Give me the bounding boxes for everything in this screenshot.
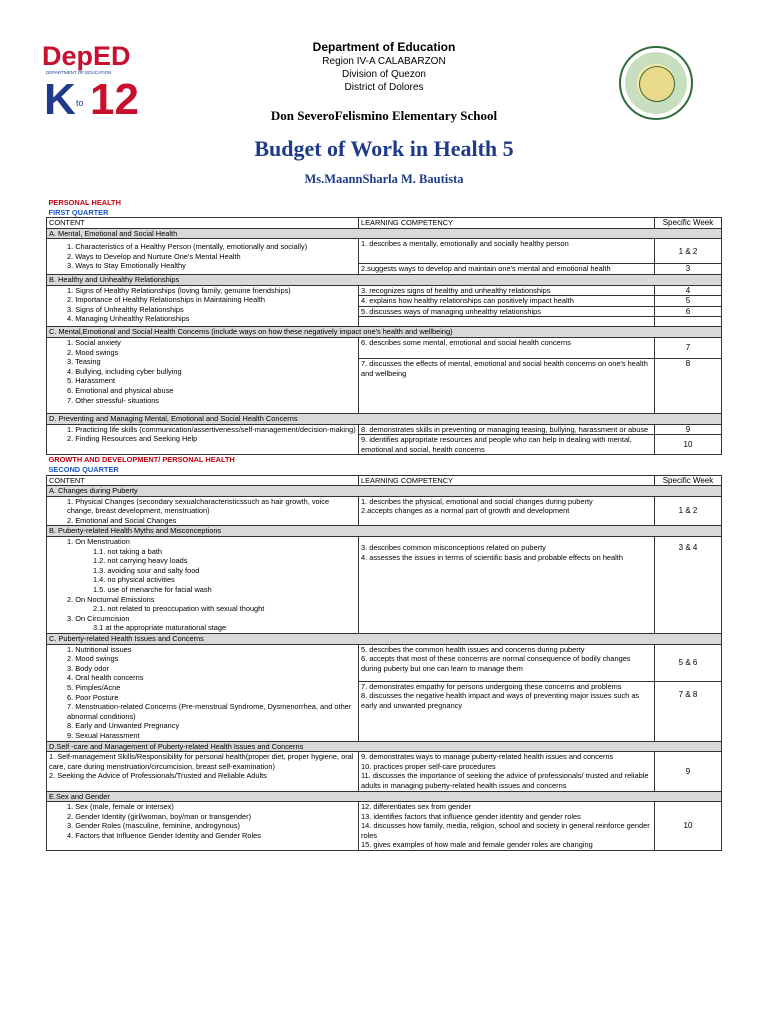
competency-text: 2.accepts changes as a normal part of growth and development	[361, 506, 570, 516]
week-cell: 3 & 4	[655, 537, 722, 634]
letterhead	[0, 40, 768, 94]
week-cell: 9	[655, 424, 722, 435]
content-header: CONTENT	[47, 218, 359, 229]
table-row	[47, 537, 722, 634]
competency-text: 12. differentiates sex from gender	[361, 802, 471, 812]
region-name: Region IV-A CALABARZON	[322, 56, 446, 67]
budget-of-work-table	[46, 198, 722, 851]
list-item: 3. Teasing	[67, 357, 101, 367]
table-row	[47, 239, 722, 264]
section-title: B. Puberty-related Health Myths and Misconceptions	[47, 526, 722, 537]
division-name: Division of Quezon	[342, 69, 426, 80]
list-item: 3. On Circumcision	[67, 613, 130, 623]
content-list	[49, 497, 356, 526]
list-item: 2. On Nocturnal Emissions	[67, 594, 155, 604]
logo-deped-sub: DEPARTMENT OF EDUCATION	[46, 70, 112, 75]
content-header: CONTENT	[47, 475, 359, 486]
list-item: 3.1 at the appropriate maturational stage	[93, 623, 227, 633]
list-item: 4. Factors that Influence Gender Identity and Gender Roles	[67, 830, 261, 840]
list-item: 5. Pimples/Acne	[67, 682, 121, 692]
week-header: Specific Week	[655, 475, 722, 486]
logo-to-text: to	[76, 98, 84, 108]
section-title: A. Mental, Emotional and Social Health	[47, 228, 722, 239]
week-cell: 7 & 8	[655, 681, 722, 741]
q2-header-row	[47, 475, 722, 486]
list-item: 9. Sexual Harassment	[67, 730, 140, 740]
week-cell: 10	[655, 435, 722, 455]
list-item: 2. Finding Resources and Seeking Help	[67, 434, 198, 444]
logo-12-text: 12	[90, 75, 139, 118]
list-item: 1. Self-management Skills/Responsibility for personal health(proper diet, proper hygiene, oral care, care during menstruation/circumcision, breast self-examination)	[49, 752, 354, 771]
competency-text: 7. demonstrates empathy for persons undergoing these concerns and problems	[361, 681, 622, 691]
list-item: 1. Nutritional issues	[67, 644, 132, 654]
section-title: E.Sex and Gender	[47, 791, 722, 802]
list-item: 7. Menstruation-related Concerns (Pre-menstrual Syndrome, Dysmenorrhea, and other abnormal conditions)	[67, 702, 352, 721]
competency-text: 13. identifies factors that influence gender identity and gender roles	[361, 811, 581, 821]
section-title: A. Changes during Puberty	[47, 486, 722, 497]
document-title: Budget of Work in Health 5	[254, 136, 514, 161]
list-item: 3. Signs of Unhealthy Relationships	[67, 304, 184, 314]
section-title: B. Healthy and Unhealthy Relationships	[47, 274, 722, 285]
list-item: 1. Social anxiety	[67, 337, 121, 347]
list-item: 2.1. not related to preoccupation with sexual thought	[93, 604, 265, 614]
list-item: 4. Managing Unhealthy Relationships	[67, 314, 190, 324]
content-list	[49, 645, 356, 741]
week-cell: 3	[655, 264, 722, 275]
week-cell: 1 & 2	[655, 496, 722, 526]
list-item: 1.4. no physical activities	[93, 575, 175, 585]
week-header: Specific Week	[655, 218, 722, 229]
competency-text: 10. practices proper self-care procedures	[361, 761, 496, 771]
list-item: 1. Physical Changes (secondary sexualcharacteristicssuch as hair growth, voice change, breast development, menstruation)	[67, 496, 330, 516]
q2-quarter-label: SECOND QUARTER	[48, 464, 119, 474]
list-item: 5. Harassment	[67, 376, 116, 386]
table-row	[47, 752, 722, 791]
competency-cell: 4. explains how healthy relationships can positively impact health	[359, 296, 655, 307]
teacher-name: Ms.MaannSharla M. Bautista	[304, 172, 464, 186]
week-cell: 1 & 2	[655, 239, 722, 264]
content-list	[49, 802, 356, 840]
week-cell: 5	[655, 296, 722, 307]
competency-text: 11. discusses the importance of seeking the advice of professionals/ trusted and reliable adults in managing puberty-related health issues and concerns	[361, 771, 649, 790]
competency-text: 14. discusses how family, media, religion, school and society in general reinforce gender roles	[361, 821, 650, 840]
competency-cell: 6. describes some mental, emotional and social health concerns	[359, 337, 655, 358]
week-cell: 4	[655, 285, 722, 296]
list-item: 8. Early and Unwanted Pregnancy	[67, 721, 180, 731]
competency-text: 5. describes the common health issues and concerns during puberty	[361, 644, 585, 654]
department-name: Department of Education	[312, 40, 456, 54]
competency-header: LEARNING COMPETENCY	[359, 218, 655, 229]
list-item: 4. Oral health concerns	[67, 673, 144, 683]
competency-text: 9. demonstrates ways to manage puberty-related health issues and concerns	[361, 752, 614, 762]
content-list	[49, 537, 356, 633]
section-title: D.Self -care and Management of Puberty-related Health Issues and Concerns	[47, 741, 722, 752]
list-item: 4. Bullying, including cyber bullying	[67, 366, 182, 376]
logo-k-text: K	[44, 75, 76, 118]
content-list	[49, 425, 356, 444]
competency-text: 6. accepts that most of these concerns are normal consequence of bodily changes during puberty but one can learn to manage them	[361, 654, 631, 673]
list-item: 2. Ways to Develop and Nurture One's Mental Health	[67, 251, 241, 261]
section-title: C. Puberty-related Health Issues and Concerns	[47, 634, 722, 645]
q1-header-row	[47, 218, 722, 229]
table-row	[47, 337, 722, 358]
table-row	[47, 285, 722, 296]
competency-cell: 7. discusses the effects of mental, emotional and social health concerns on one's health and wellbeing	[359, 358, 655, 413]
table-row	[47, 424, 722, 435]
content-list	[49, 242, 356, 271]
week-cell: 7	[655, 337, 722, 358]
q1-area-label: PERSONAL HEALTH	[48, 198, 121, 207]
content-list	[49, 338, 356, 405]
list-item: 1.1. not taking a bath	[93, 546, 163, 556]
table-row	[47, 802, 722, 851]
list-item: 1.2. not carrying heavy loads	[93, 556, 188, 566]
competency-text: 1. describes the physical, emotional and social changes during puberty	[361, 496, 593, 506]
list-item: 7. Other stressful- situations	[67, 395, 160, 405]
competency-cell: 3. recognizes signs of healthy and unhealthy relationships	[359, 285, 655, 296]
week-cell: 6	[655, 306, 722, 317]
q2-area-label: GROWTH AND DEVELOPMENT/ PERSONAL HEALTH	[48, 455, 235, 465]
list-item: 2. Importance of Healthy Relationships in Maintaining Health	[67, 295, 266, 305]
list-item: 1. Practicing life skills (communication/assertiveness/self-management/decision-making)	[67, 424, 356, 434]
list-item: 2. Mood swings	[67, 347, 119, 357]
week-cell: 5 & 6	[655, 644, 722, 681]
competency-text: 4. assesses the issues in terms of scientific basis and probable effects on health	[361, 552, 623, 562]
district-name: District of Dolores	[344, 82, 424, 93]
competency-cell: 1. describes a mentally, emotionally and socially healthy person	[359, 239, 655, 264]
list-item: 3. Gender Roles (masculine, feminine, androgynous)	[67, 821, 240, 831]
list-item: 6. Poor Posture	[67, 692, 119, 702]
school-name: Don SeveroFelismino Elementary School	[270, 108, 498, 123]
list-item: 2. Mood swings	[67, 654, 119, 664]
list-item: 2. Seeking the Advice of Professionals/Trusted and Reliable Adults	[49, 771, 267, 781]
list-item: 3. Body odor	[67, 663, 109, 673]
list-item: 3. Ways to Stay Emotionally Healthy	[67, 261, 186, 271]
section-title: C. Mental,Emotional and Social Health Concerns (include ways on how these negatively impact one's health and wellbeing)	[47, 327, 722, 338]
competency-text: 3. describes common misconceptions related on puberty	[361, 543, 546, 553]
competency-text: 15. gives examples of how male and female gender roles are changing	[361, 840, 593, 850]
table-row	[47, 496, 722, 526]
content-list	[49, 286, 356, 324]
competency-cell: 5. discusses ways of managing unhealthy relationships	[359, 306, 655, 317]
competency-cell: 9. identifies appropriate resources and people who can help in dealing with mental, emotional and social, health concerns	[359, 435, 655, 455]
competency-header: LEARNING COMPETENCY	[359, 475, 655, 486]
content-list	[49, 752, 356, 781]
list-item: 1. On Menstruation	[67, 537, 130, 547]
competency-cell: 8. demonstrates skills in preventing or managing teasing, bullying, harassment or abuse	[359, 424, 655, 435]
week-cell: 8	[655, 358, 722, 413]
list-item: 1.5. use of menarche for facial wash	[93, 585, 212, 595]
week-cell: 9	[655, 752, 722, 791]
list-item: 2. Gender Identity (girl/woman, boy/man or transgender)	[67, 811, 252, 821]
q1-quarter-label: FIRST QUARTER	[48, 207, 109, 217]
section-title: D. Preventing and Managing Mental, Emotional and Social Health Concerns	[47, 413, 722, 424]
table-row	[47, 644, 722, 681]
list-item: 6. Emotional and physical abuse	[67, 385, 174, 395]
logo-deped-text: DepED	[42, 41, 131, 71]
competency-cell: 2.suggests ways to develop and maintain one's mental and emotional health	[359, 264, 655, 275]
list-item: 1. Sex (male, female or intersex)	[67, 802, 174, 812]
list-item: 1. Characteristics of a Healthy Person (mentally, emotionally and socially)	[67, 242, 308, 252]
list-item: 1.3. avoiding sour and salty food	[93, 565, 200, 575]
competency-text: 8. discusses the negative health impact and ways of preventing major issues such as early and unwanted pregnancy	[361, 691, 640, 710]
list-item: 1. Signs of Healthy Relationships (loving family, genuine friendships)	[67, 285, 291, 295]
list-item: 2. Emotional and Social Changes	[67, 515, 177, 525]
week-cell: 10	[655, 802, 722, 851]
